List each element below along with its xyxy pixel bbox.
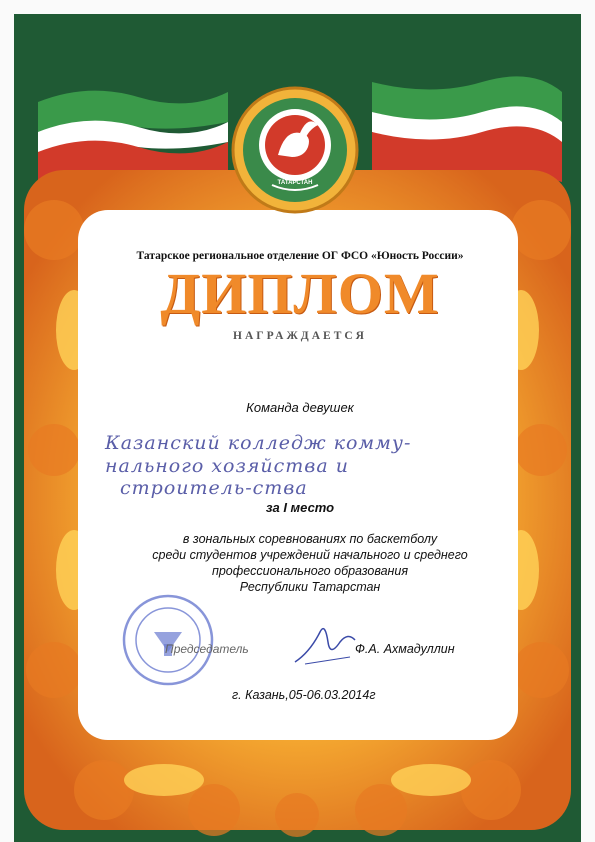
competition-line: в зональных соревнованиях по баскетболу [182, 532, 438, 546]
place-and-date: г. Казань,05-06.03.2014г [232, 688, 376, 702]
emblem-text: ТАТАРСТАН [277, 180, 313, 186]
diploma-title: ДИПЛОМ [160, 261, 440, 326]
signatory-name: Ф.А. Ахмадуллин [355, 642, 455, 656]
recipient-handwritten-line: Казанский колледж комму- [105, 432, 412, 454]
recipient-handwritten-line: нального хозяйства и [105, 455, 349, 477]
organization-name: Татарское региональное отделение ОГ ФСО «Юность России» [136, 250, 464, 262]
signatory-role: Председатель [165, 642, 249, 656]
recipient-label: Команда девушек [246, 400, 354, 415]
recipient-handwritten-line: строитель-ства [120, 477, 308, 499]
tatarstan-emblem-icon [230, 85, 360, 215]
competition-line: Республики Татарстан [239, 580, 381, 594]
place-text: за I место [265, 500, 335, 515]
signature-icon [290, 612, 360, 672]
competition-line: среди студентов учреждений начального и среднего [152, 548, 468, 562]
awarded-caption: НАГРАЖДАЕТСЯ [233, 330, 367, 342]
official-stamp-icon [120, 592, 216, 688]
competition-line: профессионального образования [211, 564, 409, 578]
